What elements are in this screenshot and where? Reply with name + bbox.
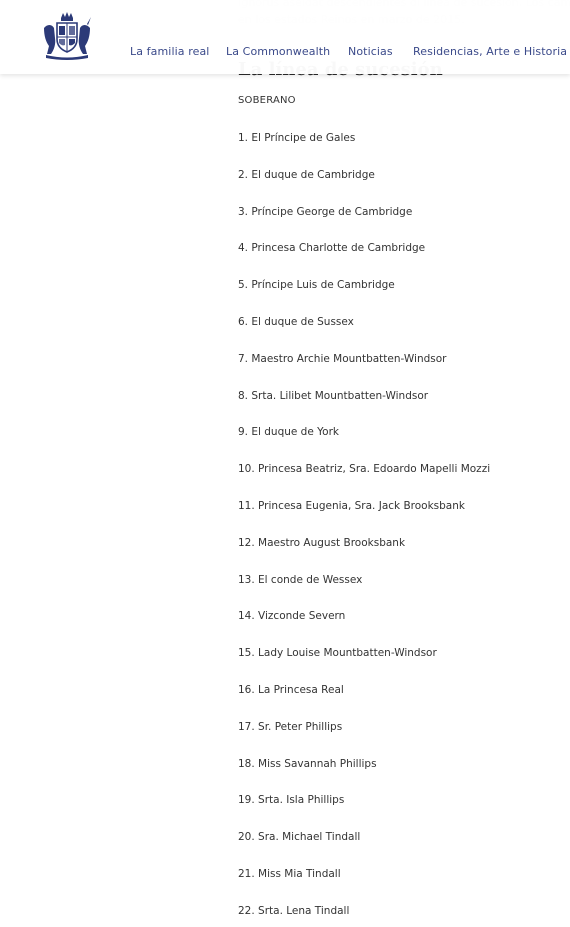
site-header <box>0 0 570 74</box>
succession-item: 17. Sr. Peter Phillips <box>238 720 343 733</box>
succession-item: 5. Príncipe Luis de Cambridge <box>238 279 395 292</box>
sovereign-label: SOBERANO <box>238 95 296 106</box>
succession-item: 2. El duque de Cambridge <box>238 168 375 181</box>
main-navigation <box>0 45 570 61</box>
succession-item: 18. Miss Savannah Phillips <box>238 757 377 770</box>
succession-item: 19. Srta. Isla Phillips <box>238 794 345 807</box>
succession-item: 8. Srta. Lilibet Mountbatten-Windsor <box>238 389 429 402</box>
succession-item: 4. Princesa Charlotte de Cambridge <box>238 242 426 255</box>
succession-item: 15. Lady Louise Mountbatten-Windsor <box>238 647 437 660</box>
succession-item: 10. Princesa Beatriz, Sra. Edoardo Mapelli Mozzi <box>238 463 491 476</box>
nav-link-residences-art-history[interactable]: Residencias, Arte e Historia <box>413 45 568 58</box>
nav-link-commonwealth[interactable]: La Commonwealth <box>226 45 331 58</box>
succession-item: 1. El Príncipe de Gales <box>238 132 356 144</box>
nav-link-royal-family[interactable]: La familia real <box>130 45 210 58</box>
succession-item: 16. La Princesa Real <box>238 683 344 696</box>
nav-link-news[interactable]: Noticias <box>348 45 393 58</box>
succession-item: 20. Sra. Michael Tindall <box>238 831 361 844</box>
succession-item: 12. Maestro August Brooksbank <box>238 536 406 549</box>
succession-list <box>238 131 568 927</box>
succession-item: 9. El duque de York <box>238 426 339 439</box>
succession-item: 3. Príncipe George de Cambridge <box>238 205 413 218</box>
succession-item: 13. El conde de Wessex <box>238 573 363 586</box>
succession-item: 7. Maestro Archie Mountbatten-Windsor <box>238 352 447 365</box>
succession-item: 6. El duque de Sussex <box>238 315 354 328</box>
succession-item: 14. Vizconde Severn <box>238 610 346 623</box>
succession-item: 22. Srta. Lena Tindall <box>238 904 350 917</box>
succession-item: 11. Princesa Eugenia, Sra. Jack Brooksbank <box>238 499 465 512</box>
succession-item: 21. Miss Mia Tindall <box>238 867 341 880</box>
